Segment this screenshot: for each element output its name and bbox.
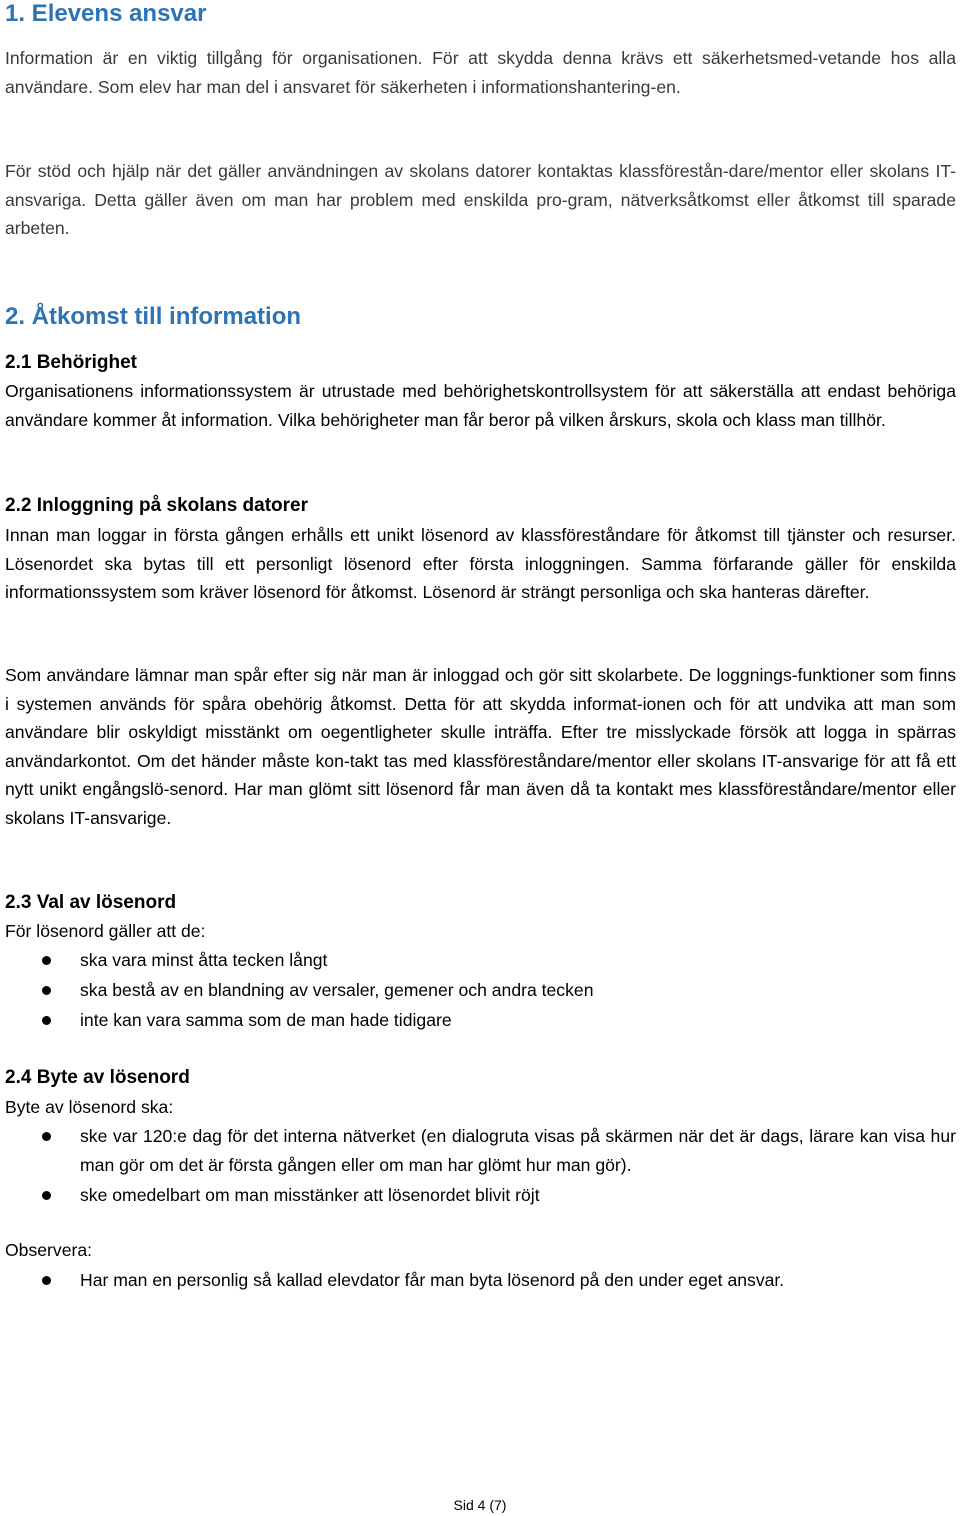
bullet-icon	[42, 956, 51, 965]
subsection-2-3-intro: För lösenord gäller att de:	[5, 921, 206, 941]
password-change-list	[5, 1122, 956, 1211]
list-item: inte kan vara samma som de man hade tidigare	[5, 1006, 956, 1035]
section-1-heading: 1. Elevens ansvar	[5, 0, 207, 27]
list-item: ske var 120:e dag för det interna nätverket (en dialogruta visas på skärmen när det är dags, lärare kan visa hur man gör om det är första gången eller om man har glömt hur man gör).	[5, 1122, 956, 1179]
list-item: ska vara minst åtta tecken långt	[5, 946, 956, 975]
list-item: ska bestå av en blandning av versaler, gemener och andra tecken	[5, 976, 956, 1005]
subsection-2-2-heading: 2.2 Inloggning på skolans datorer	[5, 495, 308, 516]
subsection-2-4-heading: 2.4 Byte av lösenord	[5, 1067, 190, 1088]
bullet-icon	[42, 1191, 51, 1200]
subsection-2-1-paragraph: Organisationens informationssystem är utrustade med behörighetskontrollsystem för att säkerställa att endast behöriga användare kommer åt information. Vilka behörigheter man får beror på vilken årskurs, skola och klass man tillhör.	[5, 381, 956, 430]
subsection-2-4-intro: Byte av lösenord ska:	[5, 1097, 174, 1117]
subsection-2-1-heading: 2.1 Behörighet	[5, 352, 137, 373]
observe-list	[5, 1266, 956, 1296]
subsection-2-2-paragraph-1: Innan man loggar in första gången erhålls ett unikt lösenord av klassföreståndare för åtkomst till tjänster och resurser. Lösenordet ska bytas till ett personligt lösenord efter första inloggningen. Samma förfarande gäller för enskilda informationssystem som kräver lösenord för åtkomst. Lösenord är strängt personliga och ska hanteras därefter.	[5, 525, 956, 602]
section-2-heading: 2. Åtkomst till information	[5, 303, 302, 330]
section-1-paragraph-2: För stöd och hjälp när det gäller användningen av skolans datorer kontaktas klassförestån-dare/mentor eller skolans IT-ansvariga. Detta gäller även om man har problem med enskilda pro-gram, nätverksåtkomst eller åtkomst till sparade arbeten.	[5, 161, 956, 238]
bullet-icon	[42, 1276, 51, 1285]
section-1-paragraph-1: Information är en viktig tillgång för organisationen. För att skydda denna krävs ett säkerhetsmed-vetande hos alla användare. Som elev har man del i ansvaret för säkerheten i informationshantering-en.	[5, 48, 956, 97]
list-item: Har man en personlig så kallad elevdator får man byta lösenord på den under eget ansvar.	[5, 1266, 956, 1295]
observe-label: Observera:	[5, 1240, 93, 1260]
subsection-2-2-paragraph-2: Som användare lämnar man spår efter sig när man är inloggad och gör sitt skolarbete. De loggnings-funktioner som finns i systemen används för spåra obehörig åtkomst. Detta för att skydda informat-ionen och för att undvika att man som användare blir oskyldigt misstänkt om oegentligheter skulle inträffa. Efter tre misslyckade försök att logga in spärras användarkontot. Om det händer måste kon-takt tas med klassföreståndare/mentor eller skolans IT-ansvarige för att få ett nytt unikt engångslö-senord. Har man glömt sitt lösenord får man även då ta kontakt mes klassföreståndare/mentor eller skolans IT-ansvarige.	[5, 665, 956, 828]
bullet-icon	[42, 1132, 51, 1141]
page-number: Sid 4 (7)	[453, 1497, 507, 1513]
bullet-icon	[42, 1016, 51, 1025]
list-item: ske omedelbart om man misstänker att lösenordet blivit röjt	[5, 1181, 956, 1210]
password-rules-list	[5, 946, 956, 1036]
subsection-2-3-heading: 2.3 Val av lösenord	[5, 892, 177, 913]
bullet-icon	[42, 986, 51, 995]
